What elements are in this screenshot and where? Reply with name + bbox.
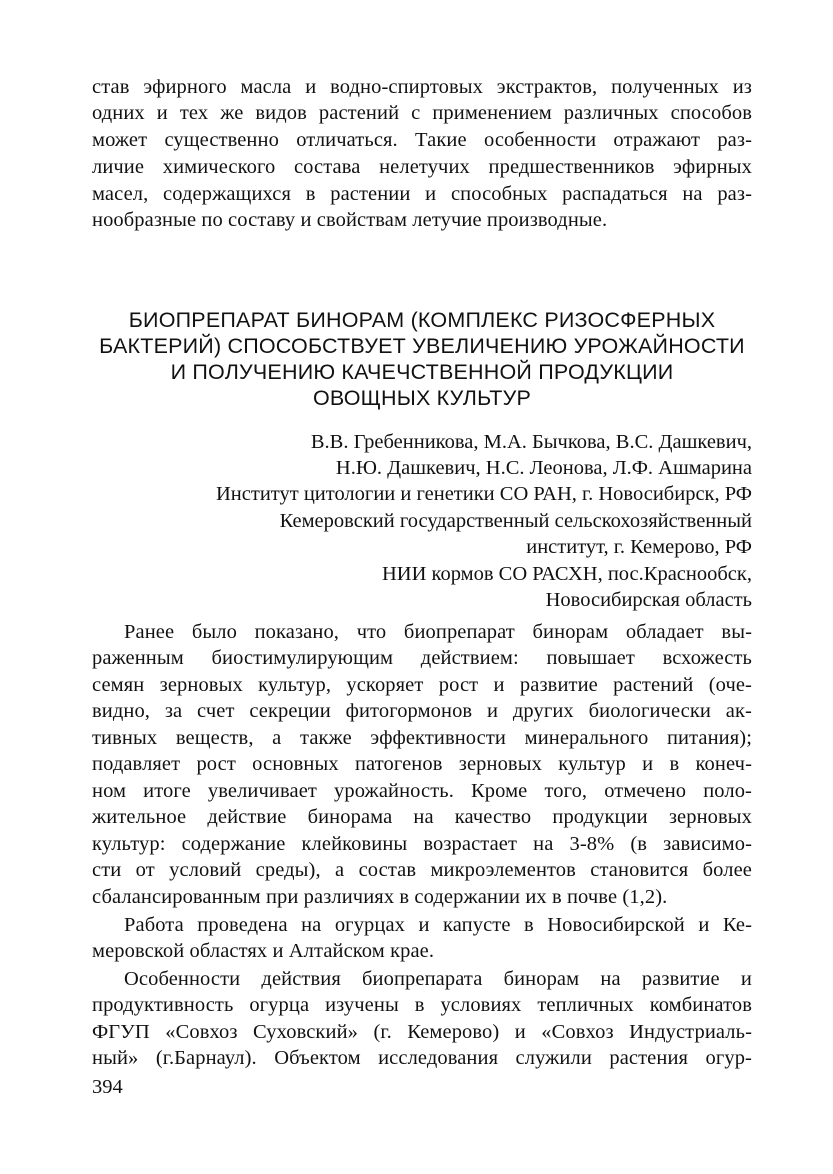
paragraph-line: ФГУП «Совхоз Суховский» (г. Кемерово) и «Совхоз Индустриаль-	[92, 1021, 752, 1043]
paragraph-line: сти от условий среды), а состав микроэлементов становится более	[92, 859, 752, 881]
authors-line: В.В. Гребенникова, М.А. Бычкова, В.С. Дашкевич,	[310, 430, 752, 453]
intro-line: масел, содержащихся в растении и способных распадаться на раз-	[92, 183, 752, 205]
paragraph-line: видно, за счет секреции фитогормонов и других биологически ак-	[92, 700, 752, 722]
paragraph-line: тивных веществ, а также эффективности минерального питания);	[92, 727, 752, 749]
paragraph-line: ном итоге увеличивает урожайность. Кроме того, отмечено поло-	[92, 780, 752, 802]
intro-line: нообразные по составу и свойствам летучие производные.	[92, 209, 608, 231]
title-line: И ПОЛУЧЕНИЮ КАЧЕЧСТВЕННОЙ ПРОДУКЦИИ	[170, 359, 674, 384]
authors-line: Н.Ю. Дашкевич, Н.С. Леонова, Л.Ф. Ашмарина	[335, 456, 752, 479]
affiliation-line: институт, г. Кемерово, РФ	[526, 535, 752, 558]
intro-line: став эфирного масла и водно-спиртовых экстрактов, полученных из	[92, 76, 752, 98]
affiliation-line: Институт цитологии и генетики СО РАН, г. Новосибирск, РФ	[216, 482, 752, 505]
paragraph-line: подавляет рост основных патогенов зерновых культур и в конеч-	[92, 753, 752, 775]
paragraph-line: семян зерновых культур, ускоряет рост и развитие растений (оче-	[92, 674, 752, 696]
affiliation-line: Кемеровский государственный сельскохозяйственный	[279, 509, 752, 532]
affiliation-line: Новосибирская область	[545, 588, 752, 611]
page-number: 394	[92, 1076, 123, 1098]
paragraph-line: Ранее было показано, что биопрепарат бинорам обладает вы-	[124, 621, 752, 643]
paragraph-line: сбалансированным при различиях в содержании их в почве (1,2).	[92, 886, 668, 908]
paragraph-line: продуктивность огурца изучены в условиях тепличных комбинатов	[92, 994, 752, 1016]
paragraph-line: Особенности действия биопрепарата бинорам на развитие и	[124, 968, 752, 990]
title-line: БИОПРЕПАРАТ БИНОРАМ (КОМПЛЕКС РИЗОСФЕРНЫХ	[128, 307, 716, 332]
intro-line: личие химического состава нелетучих предшественников эфирных	[92, 156, 752, 178]
paragraph-line: жительное действие бинорама на качество продукции зерновых	[92, 806, 752, 828]
paragraph-line: меровской областях и Алтайском крае.	[92, 940, 435, 962]
intro-line: одних и тех же видов растений с применением различных способов	[92, 102, 752, 124]
title-line: ОВОЩНЫХ КУЛЬТУР	[312, 385, 531, 410]
title-line: БАКТЕРИЙ) СПОСОБСТВУЕТ УВЕЛИЧЕНИЮ УРОЖАЙНОСТИ	[99, 333, 745, 358]
paragraph-line: Работа проведена на огурцах и капусте в Новосибирской и Ке-	[124, 914, 752, 936]
paragraph-line: ный» (г.Барнаул). Объектом исследования служили растения огур-	[92, 1047, 752, 1069]
paragraph-line: культур: содержание клейковины возрастает на 3-8% (в зависимо-	[92, 833, 752, 855]
affiliation-line: НИИ кормов СО РАСХН, пос.Краснообск,	[381, 562, 752, 585]
intro-line: может существенно отличаться. Такие особенности отражают раз-	[92, 129, 752, 151]
paragraph-line: раженным биостимулирующим действием: повышает всхожесть	[92, 647, 752, 669]
